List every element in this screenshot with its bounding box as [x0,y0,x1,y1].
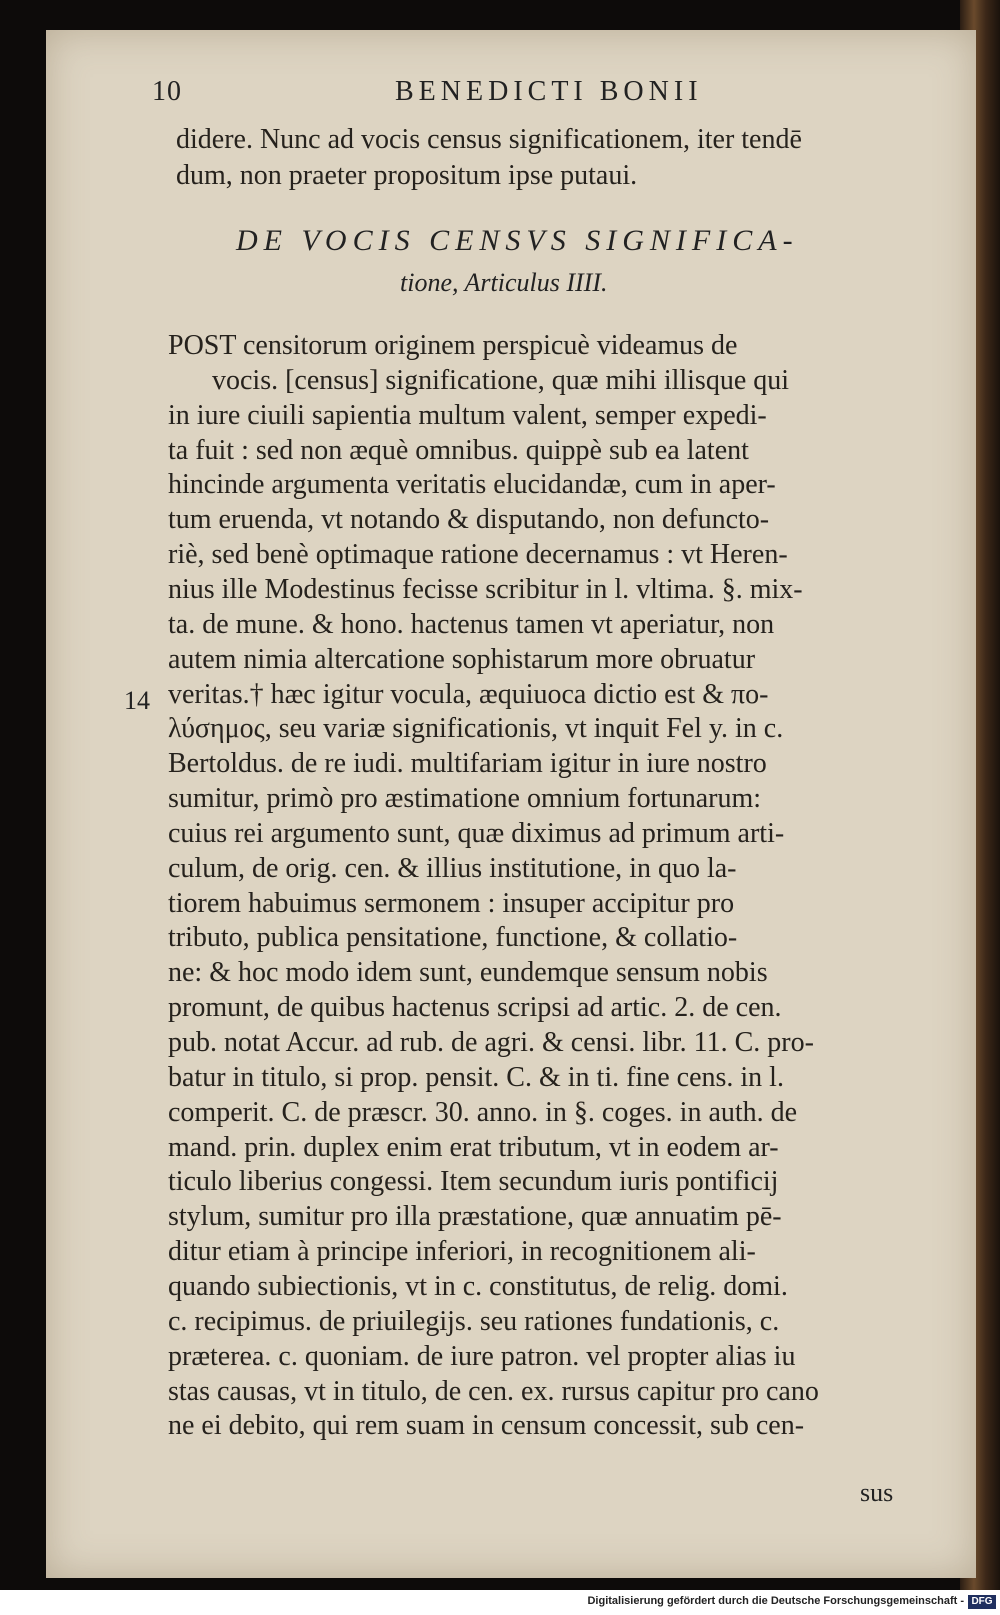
intro-line: didere. Nunc ad vocis census significationem, iter tendē [176,124,802,155]
body-line: ne: & hoc modo idem sunt, eundemque sensum nobis [168,957,768,988]
body-line: præterea. c. quoniam. de iure patron. vel propter alias iu [168,1341,796,1372]
margin-number: 14 [124,686,150,715]
body-line: λύσημος, seu variæ significationis, vt inquit Fel y. in c. [168,713,784,744]
body-line: sumitur, primò pro æstimatione omnium fortunarum: [168,783,762,814]
body-line: ta. de mune. & hono. hactenus tamen vt aperiatur, non [168,609,775,640]
body-line: cuius rei argumento sunt, quæ diximus ad primum arti- [168,818,785,849]
body-line: Bertoldus. de re iudi. multifariam igitur in iure nostro [168,748,767,779]
body-line: comperit. C. de præscr. 30. anno. in §. coges. in auth. de [168,1097,798,1128]
body-line: veritas.† hæc igitur vocula, æquiuoca dictio est & πο- [168,679,769,710]
body-line: ditur etiam à principe inferiori, in recognitionem ali- [168,1236,756,1267]
body-line: ne ei debito, qui rem suam in censum concessit, sub cen- [168,1410,805,1441]
body-line: ticulo liberius congessi. Item secundum iuris pontificij [168,1166,779,1197]
page-number: 10 [152,76,182,107]
body-line: in iure ciuili sapientia multum valent, semper expedi- [168,400,767,431]
section-heading-sub: tione, Articulus IIII. [400,268,608,297]
body-line: autem nimia altercatione sophistarum more obruatur [168,644,756,675]
body-line: riè, sed benè optimaque ratione decernamus : vt Heren- [168,539,788,570]
body-line: tributo, publica pensitatione, functione, & collatio- [168,922,738,953]
body-line: stylum, sumitur pro illa præstatione, quæ annuatim pē- [168,1201,782,1232]
body-line: POST censitorum originem perspicuè videamus de [168,330,738,361]
body-line: tiorem habuimus sermonem : insuper accipitur pro [168,888,735,919]
body-line: mand. prin. duplex enim erat tributum, vt in eodem ar- [168,1132,779,1163]
body-line: ta fuit : sed non æquè omnibus. quippè sub ea latent [168,435,749,466]
body-line: tum eruenda, vt notando & disputando, non defuncto- [168,504,770,535]
body-line: stas causas, vt in titulo, de cen. ex. rursus capitur pro cano [168,1376,819,1407]
footer-bar [0,1590,1000,1615]
body-line: nius ille Modestinus fecisse scribitur in l. vltima. §. mix- [168,574,803,605]
body-line: c. recipimus. de priuilegijs. seu rationes fundationis, c. [168,1306,780,1337]
running-title: BENEDICTI BONII [395,76,703,107]
footer-credit: Digitalisierung gefördert durch die Deutsche Forschungsgemeinschaft - [587,1595,964,1607]
intro-line: dum, non praeter propositum ipse putaui. [176,160,638,191]
body-line: hincinde argumenta veritatis elucidandæ, cum in aper- [168,469,776,500]
section-heading: DE VOCIS CENSVS SIGNIFICA- [236,224,799,257]
body-line: pub. notat Accur. ad rub. de agri. & censi. libr. 11. C. pro- [168,1027,814,1058]
body-line: batur in titulo, si prop. pensit. C. & in ti. fine cens. in l. [168,1062,784,1093]
catchword: sus [860,1478,894,1507]
body-line: culum, de orig. cen. & illius institutione, in quo la- [168,853,737,884]
body-line: quando subiectionis, vt in c. constitutus, de relig. domi. [168,1271,788,1302]
body-line: promunt, de quibus hactenus scripsi ad artic. 2. de cen. [168,992,782,1023]
dfg-logo: DFG [968,1595,996,1609]
body-line: vocis. [census] significatione, quæ mihi illisque qui [212,365,790,396]
